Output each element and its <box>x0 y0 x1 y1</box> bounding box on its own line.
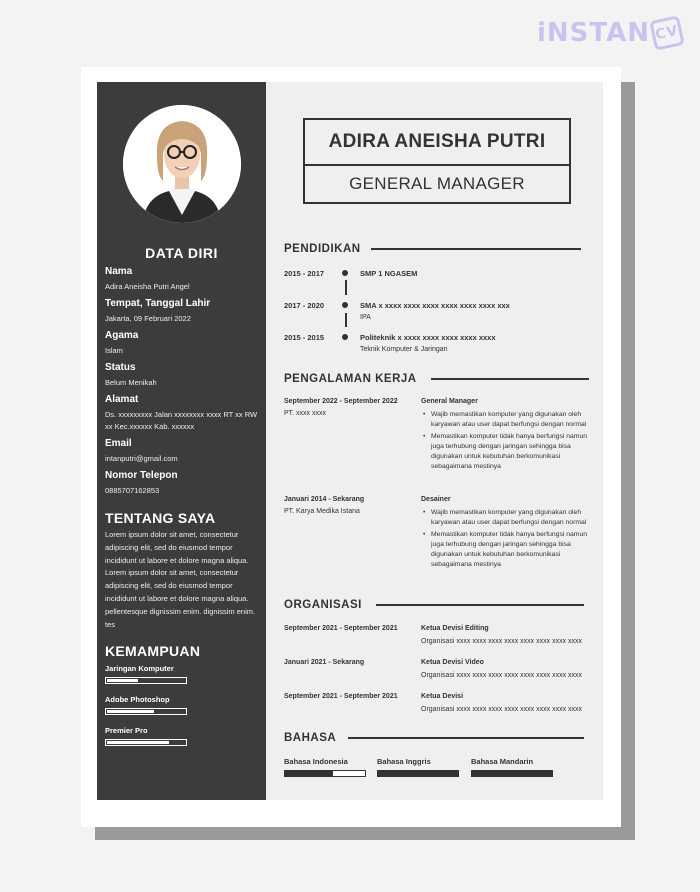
field-value: Adira Aneisha Putri Angel <box>105 282 190 291</box>
field-label: Alamat <box>105 394 139 405</box>
skill-bar <box>105 739 187 746</box>
duty-item: • Memastikan komputer tidak hanya berfungsi namun juga terhubung dengan jaringan sehingga bisa digunakan untuk kebutuhan berkomunikasi sebagaimana mestinya <box>421 530 596 571</box>
language-bar-fill <box>285 771 333 776</box>
experience-period: Januari 2014 - Sekarang <box>284 496 365 503</box>
language-title: BAHASA <box>284 732 337 744</box>
organization-title: ORGANISASI <box>284 599 362 611</box>
field-value: Islam <box>105 346 123 355</box>
resume-paper <box>97 82 603 800</box>
education-school: SMP 1 NGASEM <box>360 269 418 278</box>
language-bar <box>284 770 366 777</box>
organization-desc: Organisasi xxxx xxxx xxxx xxxx xxxx xxxx xxxx xxxx <box>421 706 583 713</box>
section-rule <box>431 378 589 380</box>
language-bar-fill <box>472 771 552 776</box>
personal-data-title: DATA DIRI <box>145 245 218 261</box>
education-school: SMA x xxxx xxxx xxxx xxxx xxxx xxxx xxx <box>360 301 510 310</box>
skill-item <box>105 726 195 746</box>
name-box <box>303 118 571 204</box>
brand-logo <box>537 18 682 48</box>
field-religion <box>105 330 263 357</box>
profile-photo <box>123 105 241 223</box>
language-label: Bahasa Inggris <box>377 757 431 766</box>
experience-role: General Manager <box>421 398 478 405</box>
language-bar <box>471 770 553 777</box>
language-label: Bahasa Mandarin <box>471 757 534 766</box>
duty-item: • Wajib memastikan komputer yang digunakan oleh karyawan atau user dapat berfungsi dengan normal <box>421 508 596 529</box>
field-label: Nomor Telepon <box>105 470 178 481</box>
full-name: ADIRA ANEISHA PUTRI <box>305 120 569 166</box>
skill-label: Jaringan Komputer <box>105 664 174 673</box>
field-value: Jakarta, 09 Februari 2022 <box>105 314 191 323</box>
field-label: Agama <box>105 330 139 341</box>
experience-period: September 2022 - September 2022 <box>284 398 398 405</box>
experience-duties <box>421 410 596 474</box>
language-item <box>284 757 366 777</box>
skill-bar <box>105 708 187 715</box>
language-bar-fill <box>378 771 458 776</box>
experience-company: PT. xxxx xxxx <box>284 410 327 417</box>
language-label: Bahasa Indonesia <box>284 757 348 766</box>
section-rule <box>376 604 584 606</box>
education-years: 2015 - 2015 <box>284 333 325 342</box>
about-title: TENTANG SAYA <box>105 510 216 526</box>
experience-duties <box>421 508 596 572</box>
about-text: Lorem ipsum dolor sit amet, consectetur adipiscing elit, sed do eiusmod tempor incididunt ut labore et dolore magna aliqua. Lorem ipsum dolor sit amet, consectetur adipiscing elit, sed do eiusmod tempor incididunt ut labore et dolore magna aliqua. pellentesque dignissim enim. dignissim enim. tes <box>105 530 256 629</box>
field-status <box>105 362 263 389</box>
personal-data-list <box>105 266 263 502</box>
skill-item <box>105 695 195 715</box>
logo-text: iNSTAN <box>537 18 650 48</box>
resume-page <box>81 67 621 827</box>
experience-header <box>284 373 589 385</box>
organization-role: Ketua Devisi <box>421 693 464 700</box>
timeline-line <box>345 280 347 295</box>
language-header <box>284 732 584 744</box>
skills-title: KEMAMPUAN <box>105 643 201 659</box>
education-title: PENDIDIKAN <box>284 243 361 255</box>
field-label: Email <box>105 438 132 449</box>
skill-bar-fill <box>107 679 138 682</box>
skill-bar-fill <box>107 710 154 713</box>
education-school: Politeknik x xxxx xxxx xxxx xxxx xxxx <box>360 333 496 342</box>
field-label: Status <box>105 362 136 373</box>
duty-item: • Wajib memastikan komputer yang digunakan oleh karyawan atau user dapat berfungsi dengan normal <box>421 410 596 431</box>
skill-label: Premier Pro <box>105 726 148 735</box>
section-rule <box>371 248 581 250</box>
language-item <box>471 757 553 777</box>
profile-photo-illustration <box>123 105 241 223</box>
language-bar <box>377 770 459 777</box>
timeline-dot <box>342 302 348 308</box>
organization-period: September 2021 - September 2021 <box>284 625 398 632</box>
duty-item: • Memastikan komputer tidak hanya berfungsi namun juga terhubung dengan jaringan sehingga bisa digunakan untuk kebutuhan berkomunikasi sebagaimana mestinya <box>421 432 596 473</box>
skill-bar <box>105 677 187 684</box>
field-address <box>105 394 263 433</box>
field-value: Belum Menikah <box>105 378 157 387</box>
education-detail: Teknik Komputer & Jaringan <box>360 346 448 353</box>
field-label: Tempat, Tanggal Lahir <box>105 298 211 309</box>
education-detail: IPA <box>360 314 371 321</box>
education-years: 2017 - 2020 <box>284 301 325 310</box>
experience-title: PENGALAMAN KERJA <box>284 373 417 385</box>
cv-logo-icon: CV <box>649 15 685 51</box>
sidebar <box>97 82 266 800</box>
field-value: intanputri@gmail.com <box>105 454 178 463</box>
experience-role: Desainer <box>421 496 451 503</box>
field-value: 0885707162853 <box>105 486 160 495</box>
organization-role: Ketua Devisi Video <box>421 659 484 666</box>
field-name <box>105 266 263 293</box>
organization-desc: Organisasi xxxx xxxx xxxx xxxx xxxx xxxx xxxx xxxx <box>421 672 583 679</box>
skill-label: Adobe Photoshop <box>105 695 170 704</box>
timeline-dot <box>342 334 348 340</box>
section-rule <box>348 737 584 739</box>
skill-bar-fill <box>107 741 169 744</box>
timeline-line <box>345 313 347 327</box>
timeline-dot <box>342 270 348 276</box>
education-years: 2015 - 2017 <box>284 269 325 278</box>
field-label: Nama <box>105 266 133 277</box>
organization-period: Januari 2021 - Sekarang <box>284 659 365 666</box>
field-birth <box>105 298 263 325</box>
field-value: Ds. xxxxxxxxx Jalan xxxxxxxx xxxx RT xx RW xx Kec.xxxxxx Kab. xxxxxx <box>105 410 258 431</box>
job-title: GENERAL MANAGER <box>349 174 525 193</box>
organization-desc: Organisasi xxxx xxxx xxxx xxxx xxxx xxxx xxxx xxxx <box>421 638 583 645</box>
education-header <box>284 243 581 255</box>
field-email <box>105 438 263 465</box>
organization-period: September 2021 - September 2021 <box>284 693 398 700</box>
field-phone <box>105 470 263 497</box>
organization-role: Ketua Devisi Editing <box>421 625 489 632</box>
language-item <box>377 757 459 777</box>
experience-company: PT. Karya Medika Istana <box>284 508 360 515</box>
skill-item <box>105 664 195 684</box>
organization-header <box>284 599 584 611</box>
